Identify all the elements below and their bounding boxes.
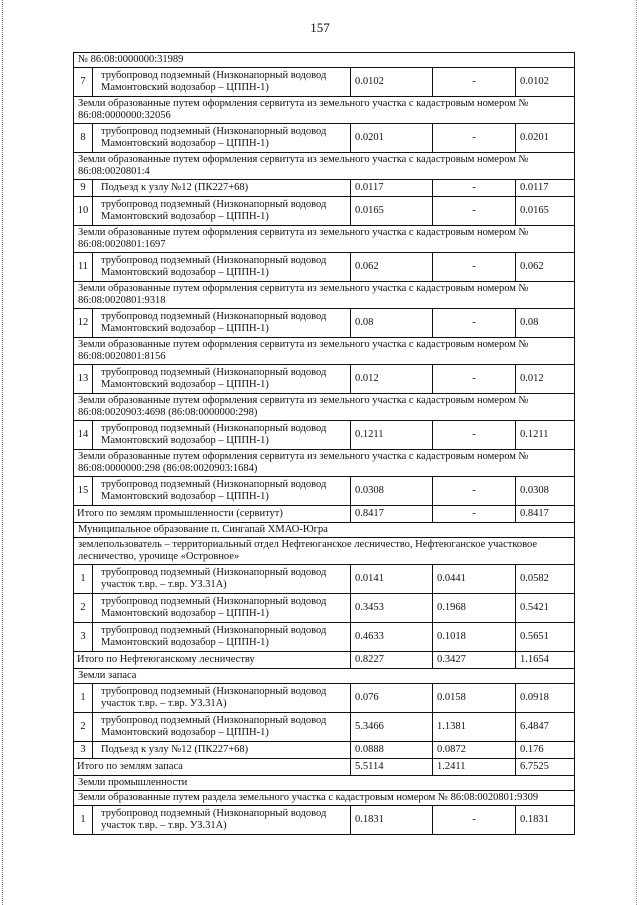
object-name: трубопровод подземный (Низконапорный водовод Мамонтовский водозабор – ЦППН-1) <box>93 197 351 226</box>
area-total: 0.062 <box>516 253 575 282</box>
area-value-2: 0.0158 <box>433 684 516 713</box>
area-value-2: - <box>433 197 516 226</box>
area-value-1: 0.1831 <box>351 806 433 835</box>
area-value-1: 0.3453 <box>351 594 433 623</box>
row-number: 15 <box>74 477 93 506</box>
table-row <box>74 421 575 450</box>
table-row <box>74 180 575 197</box>
area-total: 0.0117 <box>516 180 575 197</box>
table-row <box>74 594 575 623</box>
row-number: 2 <box>74 713 93 742</box>
table-body <box>74 53 575 835</box>
section-header-row <box>74 282 575 309</box>
section-header-row <box>74 450 575 477</box>
area-value-1: 0.062 <box>351 253 433 282</box>
section-header-row <box>74 338 575 365</box>
total-label: Итого по Нефтеюганскому лесничеству <box>74 652 351 669</box>
total-label: Итого по землям запаса <box>74 759 351 776</box>
section-header-text: Земли образованные путем оформления сервитута из земельного участка с кадастровым номером № 86:08:0020801:1697 <box>74 226 575 253</box>
area-total: 0.176 <box>516 742 575 759</box>
area-total: 0.1831 <box>516 806 575 835</box>
table-row <box>74 477 575 506</box>
total-row <box>74 506 575 523</box>
section-header-text: землепользователь – территориальный отдел Нефтеюганское лесничество, Нефтеюганское участковое лесничество, урочище «Островное» <box>74 538 575 565</box>
object-name: трубопровод подземный (Низконапорный водовод Мамонтовский водозабор – ЦППН-1) <box>93 594 351 623</box>
area-total: 0.0201 <box>516 124 575 153</box>
row-number: 9 <box>74 180 93 197</box>
row-number: 2 <box>74 594 93 623</box>
object-name: трубопровод подземный (Низконапорный водовод участок т.вр. – т.вр. УЗ.31А) <box>93 806 351 835</box>
total-value-3: 0.8417 <box>516 506 575 523</box>
area-value-1: 0.0308 <box>351 477 433 506</box>
object-name: трубопровод подземный (Низконапорный водовод Мамонтовский водозабор – ЦППН-1) <box>93 309 351 338</box>
area-value-2: - <box>433 477 516 506</box>
section-header-row <box>74 394 575 421</box>
table-row <box>74 806 575 835</box>
row-number: 1 <box>74 565 93 594</box>
object-name: Подъезд к узлу №12 (ПК227+68) <box>93 180 351 197</box>
section-header-text: Земли запаса <box>74 669 575 684</box>
area-total: 0.0918 <box>516 684 575 713</box>
section-header-row <box>74 523 575 538</box>
area-total: 0.012 <box>516 365 575 394</box>
total-value-2: - <box>433 506 516 523</box>
area-value-2: - <box>433 253 516 282</box>
row-number: 12 <box>74 309 93 338</box>
object-name: трубопровод подземный (Низконапорный водовод Мамонтовский водозабор – ЦППН-1) <box>93 253 351 282</box>
object-name: трубопровод подземный (Низконапорный водовод Мамонтовский водозабор – ЦППН-1) <box>93 477 351 506</box>
area-value-1: 0.012 <box>351 365 433 394</box>
section-header-row <box>74 53 575 68</box>
area-value-2: 0.1018 <box>433 623 516 652</box>
row-number: 3 <box>74 742 93 759</box>
row-number: 3 <box>74 623 93 652</box>
area-total: 0.5651 <box>516 623 575 652</box>
object-name: трубопровод подземный (Низконапорный водовод Мамонтовский водозабор – ЦППН-1) <box>93 68 351 97</box>
area-value-1: 0.4633 <box>351 623 433 652</box>
total-value-3: 6.7525 <box>516 759 575 776</box>
row-number: 14 <box>74 421 93 450</box>
object-name: трубопровод подземный (Низконапорный водовод участок т.вр. – т.вр. УЗ.31А) <box>93 565 351 594</box>
section-header-text: Земли образованные путем оформления сервитута из земельного участка с кадастровым номером № 86:08:0000000:32056 <box>74 97 575 124</box>
table-row <box>74 365 575 394</box>
area-value-1: 0.076 <box>351 684 433 713</box>
area-total: 0.5421 <box>516 594 575 623</box>
area-value-1: 0.1211 <box>351 421 433 450</box>
row-number: 1 <box>74 806 93 835</box>
table-row <box>74 684 575 713</box>
total-value-1: 0.8227 <box>351 652 433 669</box>
area-value-2: - <box>433 309 516 338</box>
land-allocation-table <box>73 52 575 835</box>
section-header-text: Земли образованные путем оформления сервитута из земельного участка с кадастровым номером № 86:08:0020903:4698 (86:08:0000000:298) <box>74 394 575 421</box>
area-total: 0.08 <box>516 309 575 338</box>
table-row <box>74 253 575 282</box>
area-value-1: 0.0201 <box>351 124 433 153</box>
section-header-row <box>74 97 575 124</box>
area-value-2: - <box>433 806 516 835</box>
area-value-2: 1.1381 <box>433 713 516 742</box>
row-number: 8 <box>74 124 93 153</box>
section-header-text: Земли образованные путем оформления сервитута из земельного участка с кадастровым номером № 86:08:0000000:298 (86:08:0020903:1684) <box>74 450 575 477</box>
object-name: трубопровод подземный (Низконапорный водовод участок т.вр. – т.вр. УЗ.31А) <box>93 684 351 713</box>
area-total: 0.0165 <box>516 197 575 226</box>
object-name: трубопровод подземный (Низконапорный водовод Мамонтовский водозабор – ЦППН-1) <box>93 713 351 742</box>
section-header-row <box>74 226 575 253</box>
area-value-1: 5.3466 <box>351 713 433 742</box>
section-header-row <box>74 776 575 791</box>
area-total: 0.0582 <box>516 565 575 594</box>
section-header-text: Муниципальное образование п. Сингапай ХМАО-Югра <box>74 523 575 538</box>
scan-edge-right <box>636 0 639 905</box>
area-value-1: 0.08 <box>351 309 433 338</box>
total-value-1: 0.8417 <box>351 506 433 523</box>
section-header-text: Земли образованные путем оформления сервитута из земельного участка с кадастровым номером № 86:08:0020801:8156 <box>74 338 575 365</box>
area-value-1: 0.0117 <box>351 180 433 197</box>
area-value-2: 0.1968 <box>433 594 516 623</box>
area-value-2: - <box>433 124 516 153</box>
table-row <box>74 124 575 153</box>
scan-edge-left <box>2 0 5 905</box>
section-header-row <box>74 538 575 565</box>
object-name: трубопровод подземный (Низконапорный водовод Мамонтовский водозабор – ЦППН-1) <box>93 365 351 394</box>
total-value-1: 5.5114 <box>351 759 433 776</box>
area-value-1: 0.0141 <box>351 565 433 594</box>
object-name: трубопровод подземный (Низконапорный водовод Мамонтовский водозабор – ЦППН-1) <box>93 421 351 450</box>
table-row <box>74 309 575 338</box>
row-number: 13 <box>74 365 93 394</box>
section-header-row <box>74 669 575 684</box>
table-row <box>74 197 575 226</box>
area-value-2: - <box>433 180 516 197</box>
area-total: 0.0308 <box>516 477 575 506</box>
total-label: Итого по землям промышленности (сервитут) <box>74 506 351 523</box>
section-header-text: Земли образованные путем оформления сервитута из земельного участка с кадастровым номером № 86:08:0020801:4 <box>74 153 575 180</box>
total-row <box>74 652 575 669</box>
area-value-1: 0.0888 <box>351 742 433 759</box>
table-row <box>74 68 575 97</box>
table-row <box>74 713 575 742</box>
total-value-2: 1.2411 <box>433 759 516 776</box>
page-number: 157 <box>310 20 330 35</box>
row-number: 10 <box>74 197 93 226</box>
row-number: 11 <box>74 253 93 282</box>
section-header-text: Земли промышленности <box>74 776 575 791</box>
area-value-1: 0.0165 <box>351 197 433 226</box>
section-header-text: № 86:08:0000000:31989 <box>74 53 575 68</box>
object-name: Подъезд к узлу №12 (ПК227+68) <box>93 742 351 759</box>
object-name: трубопровод подземный (Низконапорный водовод Мамонтовский водозабор – ЦППН-1) <box>93 124 351 153</box>
section-header-row <box>74 791 575 806</box>
total-row <box>74 759 575 776</box>
table-row <box>74 742 575 759</box>
section-header-text: Земли образованные путем раздела земельного участка с кадастровым номером № 86:08:0020801:9309 <box>74 791 575 806</box>
area-value-1: 0.0102 <box>351 68 433 97</box>
area-total: 0.0102 <box>516 68 575 97</box>
area-value-2: - <box>433 421 516 450</box>
area-total: 0.1211 <box>516 421 575 450</box>
row-number: 1 <box>74 684 93 713</box>
table-row <box>74 623 575 652</box>
section-header-text: Земли образованные путем оформления сервитута из земельного участка с кадастровым номером № 86:08:0020801:9318 <box>74 282 575 309</box>
area-value-2: 0.0872 <box>433 742 516 759</box>
area-value-2: 0.0441 <box>433 565 516 594</box>
total-value-2: 0.3427 <box>433 652 516 669</box>
object-name: трубопровод подземный (Низконапорный водовод Мамонтовский водозабор – ЦППН-1) <box>93 623 351 652</box>
area-value-2: - <box>433 365 516 394</box>
area-value-2: - <box>433 68 516 97</box>
area-total: 6.4847 <box>516 713 575 742</box>
row-number: 7 <box>74 68 93 97</box>
section-header-row <box>74 153 575 180</box>
table-row <box>74 565 575 594</box>
total-value-3: 1.1654 <box>516 652 575 669</box>
